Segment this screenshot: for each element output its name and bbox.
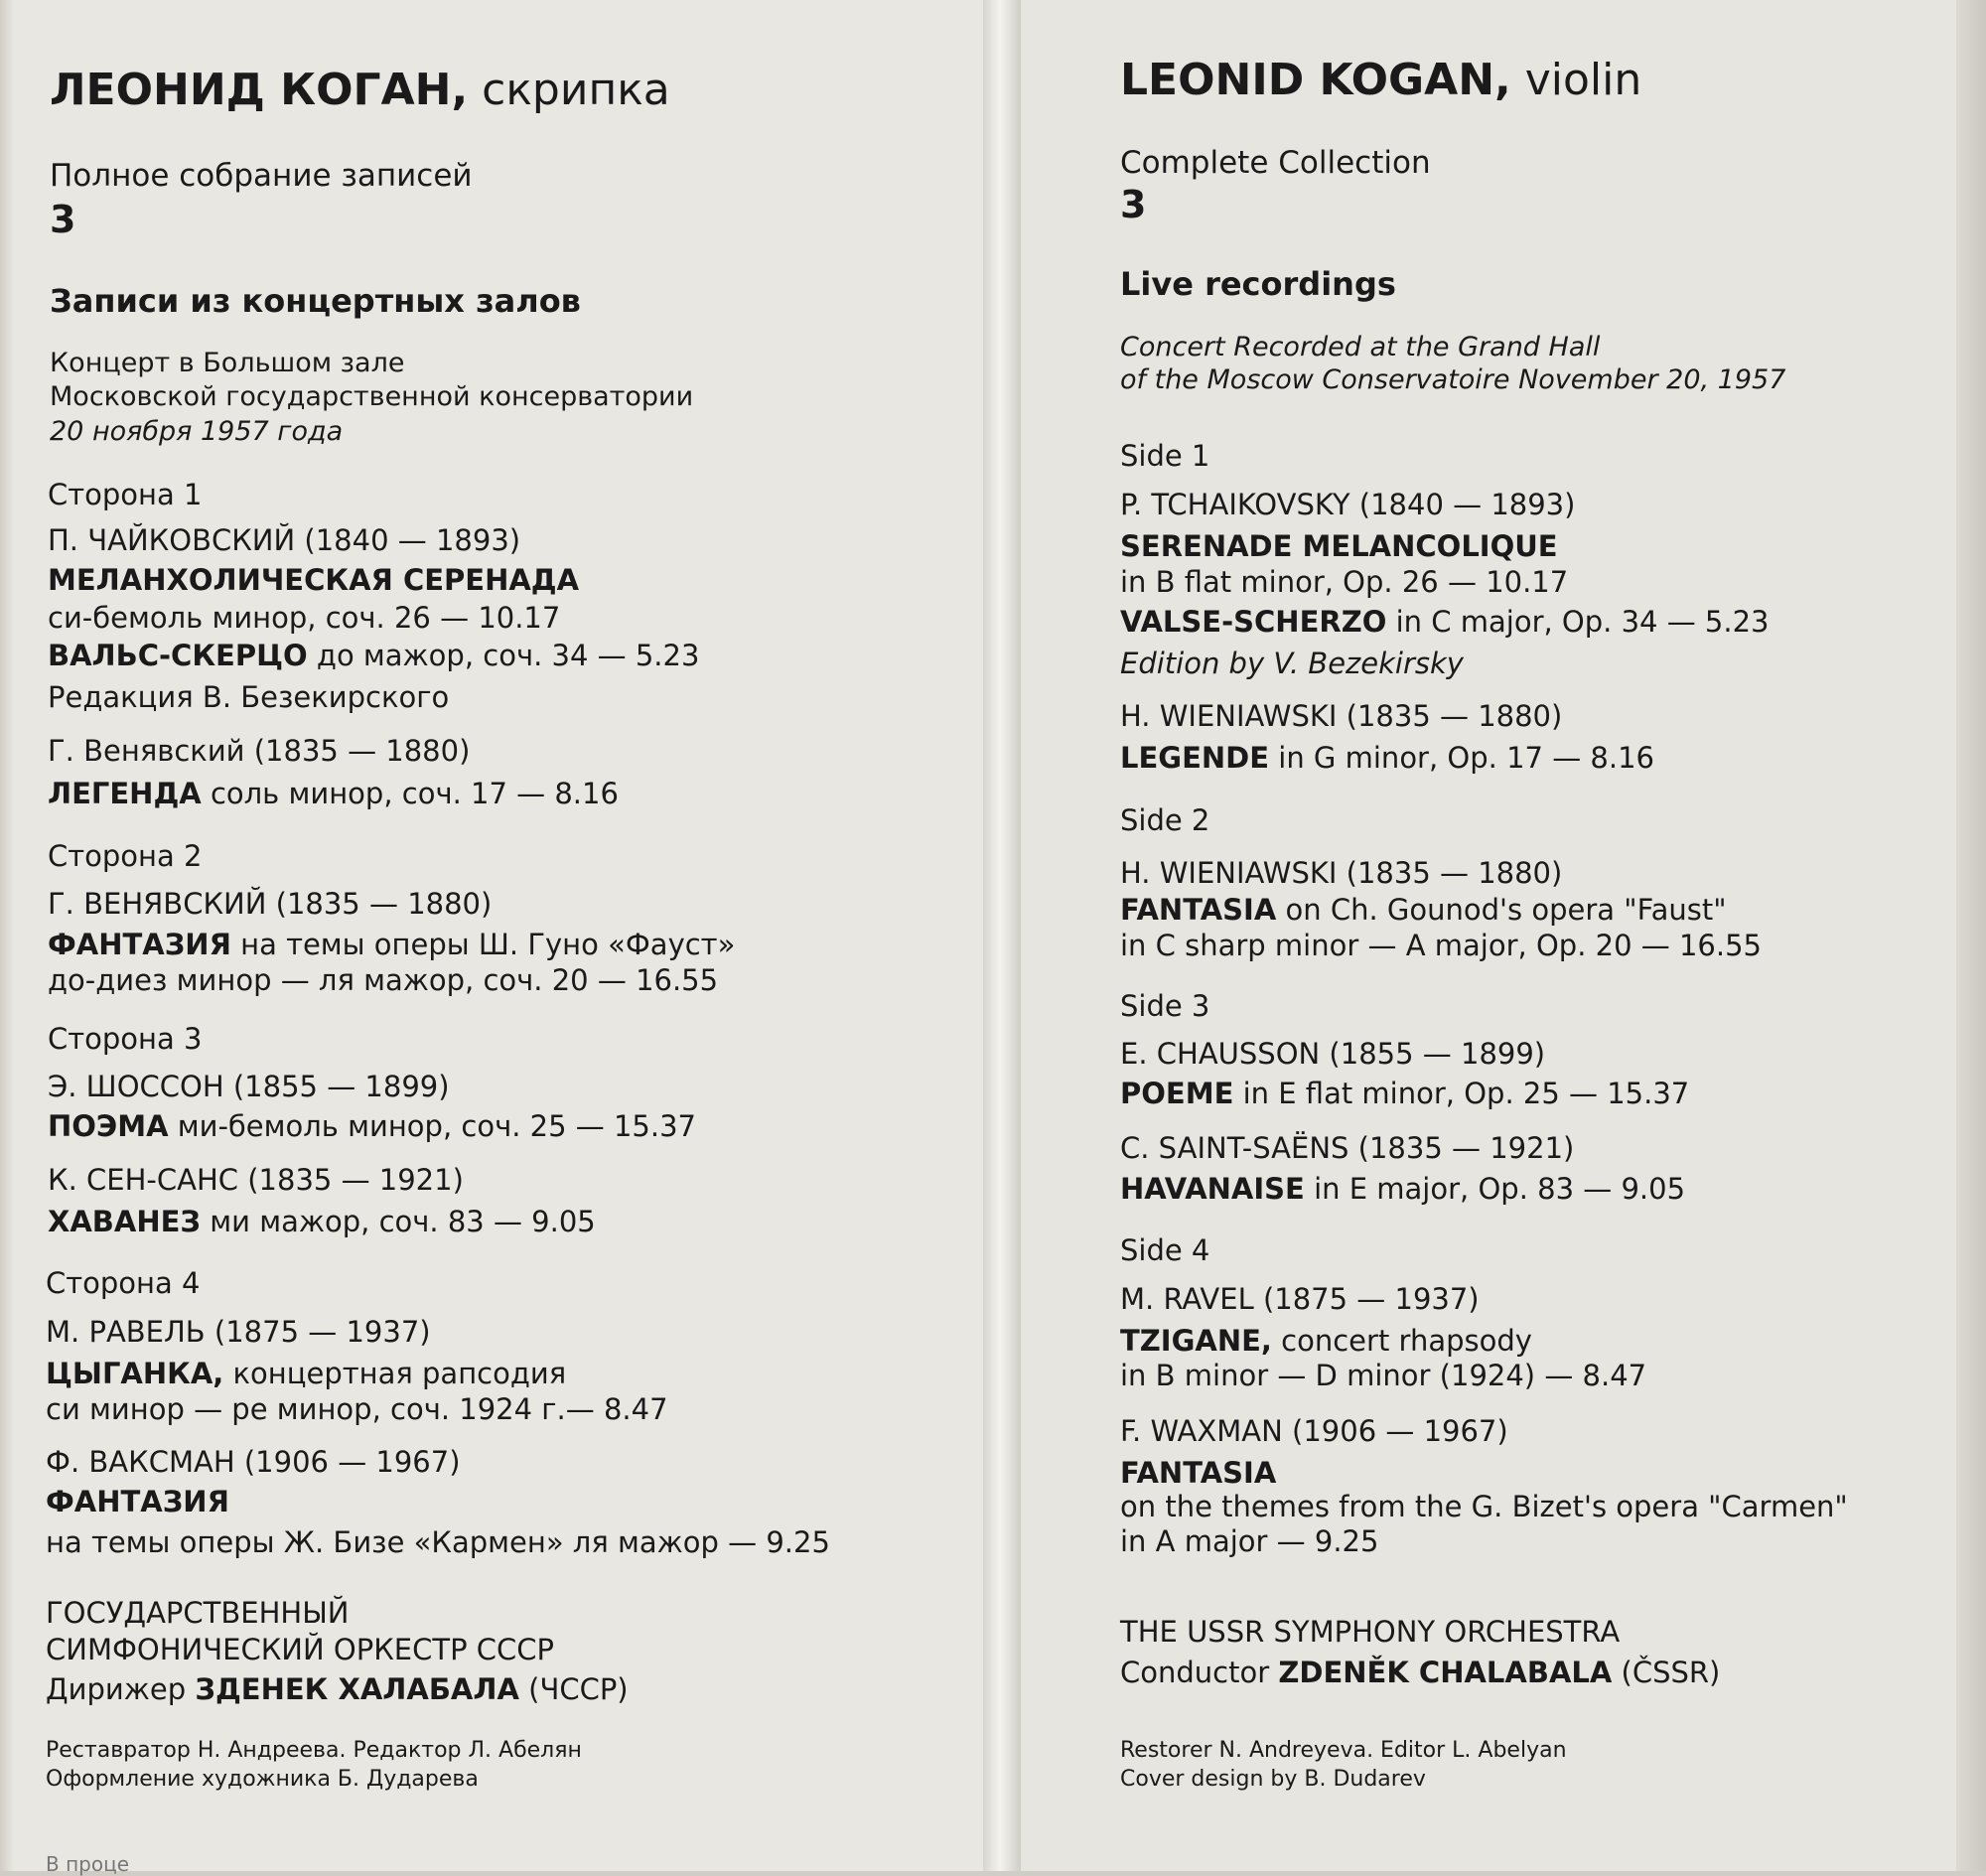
work-detail: concert rhapsody [1271, 1324, 1532, 1358]
work-line [48, 1206, 596, 1238]
work-title: ХАВАНЕЗ [48, 1205, 202, 1238]
orchestra: ГОСУДАРСТВЕННЫЙ [46, 1596, 350, 1630]
work-detail: до мажор, соч. 34 — 5.23 [307, 639, 700, 672]
composer: P. TCHAIKOVSKY (1840 — 1893) [1120, 488, 1576, 521]
composer: F. WAXMAN (1906 — 1967) [1120, 1414, 1508, 1448]
composer: Э. ШОССОН (1855 — 1899) [48, 1070, 450, 1103]
work-detail: ми мажор, соч. 83 — 9.05 [201, 1205, 596, 1238]
title-role: violin [1510, 55, 1642, 105]
composer: К. СЕН-САНС (1835 — 1921) [48, 1163, 464, 1197]
side-heading: Side 4 [1120, 1233, 1210, 1267]
composer: C. SAINT-SAËNS (1835 — 1921) [1120, 1131, 1575, 1165]
edition-note: Edition by V. Bezekirsky [1120, 647, 1464, 680]
work-detail: си минор — ре минор, соч. 1924 г.— 8.47 [46, 1392, 668, 1426]
composer: Г. Венявский (1835 — 1880) [48, 734, 471, 768]
page-fold [983, 0, 1021, 1871]
work-title: VALSE-SCHERZO [1120, 605, 1387, 639]
concert-info-line: of the Moscow Conservatoire November 20, 1957 [1120, 364, 1786, 395]
work-line [48, 929, 735, 961]
conductor-label: Дирижер [46, 1672, 196, 1706]
conductor-name: ЗДЕНЕК ХАЛАБАЛА [195, 1672, 519, 1706]
work-detail: in E flat minor, Op. 25 — 15.37 [1233, 1077, 1690, 1110]
conductor-line [1120, 1657, 1720, 1689]
composer: E. CHAUSSON (1855 — 1899) [1120, 1037, 1546, 1071]
conductor-line [46, 1673, 629, 1706]
cutoff-text: В проце [46, 1852, 130, 1876]
work-title: TZIGANE, [1120, 1324, 1272, 1358]
work-title: ФАНТАЗИЯ [48, 928, 231, 961]
composer: H. WIENIAWSKI (1835 — 1880) [1120, 856, 1563, 890]
work-title: FANTASIA [1120, 893, 1277, 927]
work-detail: на темы оперы Ш. Гуно «Фауст» [230, 928, 736, 961]
work-title: МЕЛАНХОЛИЧЕСКАЯ СЕРЕНАДА [48, 563, 580, 597]
work-line [46, 1358, 566, 1390]
side-heading: Сторона 4 [46, 1266, 201, 1300]
volume-number: 3 [1120, 183, 1147, 226]
page-edge [1956, 0, 1986, 1871]
work-line [48, 778, 619, 810]
work-line [1120, 742, 1654, 775]
work-title: ПОЭМА [48, 1109, 169, 1143]
section-title: Записи из концертных залов [50, 282, 581, 320]
concert-info-line: Концерт в Большом зале [50, 348, 405, 378]
work-title: POEME [1120, 1077, 1234, 1110]
title-name: ЛЕОНИД КОГАН, [50, 65, 469, 115]
composer: H. WIENIAWSKI (1835 — 1880) [1120, 699, 1563, 733]
work-detail: до-диез минор — ля мажор, соч. 20 — 16.55 [48, 963, 719, 997]
edition-note: Редакция В. Безекирского [48, 680, 450, 714]
work-detail: in G minor, Op. 17 — 8.16 [1269, 741, 1654, 775]
work-title: SERENADE MELANCOLIQUE [1120, 529, 1558, 563]
concert-info-line: Concert Recorded at the Grand Hall [1120, 332, 1601, 362]
conductor-label: Conductor [1120, 1656, 1279, 1689]
work-detail: in A major — 9.25 [1120, 1524, 1379, 1558]
title [1120, 56, 1641, 106]
composer: Г. ВЕНЯВСКИЙ (1835 — 1880) [48, 887, 493, 921]
side-heading: Side 2 [1120, 803, 1210, 837]
credits: Реставратор Н. Андреева. Редактор Л. Абелян [46, 1738, 582, 1763]
section-title: Live recordings [1120, 265, 1396, 303]
work-line [48, 640, 699, 672]
work-detail: си-бемоль минор, соч. 26 — 10.17 [48, 601, 561, 635]
title-name: LEONID KOGAN, [1120, 55, 1511, 105]
work-line [48, 1110, 696, 1143]
work-detail: ми-бемоль минор, соч. 25 — 15.37 [168, 1109, 697, 1143]
work-detail: на темы оперы Ж. Бизе «Кармен» ля мажор — 9.25 [46, 1525, 830, 1559]
credits: Оформление художника Б. Дударева [46, 1767, 479, 1792]
title-role: скрипка [468, 65, 670, 115]
title [50, 66, 670, 116]
orchestra: СИМФОНИЧЕСКИЙ ОРКЕСТР СССР [46, 1633, 555, 1666]
side-heading: Сторона 2 [48, 839, 203, 873]
work-title: FANTASIA [1120, 1456, 1277, 1490]
work-title: ЛЕГЕНДА [48, 777, 202, 810]
work-detail: соль минор, соч. 17 — 8.16 [201, 777, 619, 810]
side-heading: Сторона 3 [48, 1022, 203, 1056]
work-title: ВАЛЬС-СКЕРЦО [48, 639, 308, 672]
work-title: ЦЫГАНКА, [46, 1357, 224, 1390]
page-edge [0, 0, 14, 1871]
work-detail: концертная рапсодия [223, 1357, 567, 1390]
work-title: LEGENDE [1120, 741, 1270, 775]
russian-liner-page [0, 0, 983, 1876]
conductor-name: ZDENĚK CHALABALA [1278, 1656, 1613, 1689]
composer: М. РАВЕЛЬ (1875 — 1937) [46, 1315, 431, 1349]
credits: Restorer N. Andreyeva. Editor L. Abelyan [1120, 1738, 1567, 1763]
composer: П. ЧАЙКОВСКИЙ (1840 — 1893) [48, 523, 521, 557]
concert-info-line: 20 ноября 1957 года [50, 416, 344, 447]
side-heading: Side 1 [1120, 439, 1210, 473]
orchestra: THE USSR SYMPHONY ORCHESTRA [1120, 1615, 1621, 1649]
work-detail: in B minor — D minor (1924) — 8.47 [1120, 1359, 1647, 1392]
volume-number: 3 [50, 198, 76, 241]
work-line [1120, 1078, 1689, 1110]
conductor-country: (ЧССР) [518, 1672, 629, 1706]
work-line [1120, 894, 1727, 927]
work-title: HAVANAISE [1120, 1172, 1305, 1206]
composer: M. RAVEL (1875 — 1937) [1120, 1282, 1480, 1316]
credits: Cover design by B. Dudarev [1120, 1767, 1426, 1792]
concert-info-line: Московской государственной консерватории [50, 381, 694, 412]
composer: Ф. ВАКСМАН (1906 — 1967) [46, 1445, 461, 1479]
work-detail: in E major, Op. 83 — 9.05 [1304, 1172, 1686, 1206]
side-heading: Side 3 [1120, 989, 1210, 1023]
work-title: ФАНТАЗИЯ [46, 1485, 229, 1518]
conductor-country: (ČSSR) [1612, 1656, 1721, 1689]
english-liner-page [1021, 0, 1956, 1871]
work-line [1120, 1173, 1685, 1206]
subtitle: Complete Collection [1120, 145, 1431, 181]
work-detail: on Ch. Gounod's opera "Faust" [1276, 893, 1727, 927]
work-detail: in B flat minor, Op. 26 — 10.17 [1120, 565, 1569, 599]
work-detail: on the themes from the G. Bizet's opera "Carmen" [1120, 1490, 1848, 1523]
work-detail: in C major, Op. 34 — 5.23 [1386, 605, 1770, 639]
side-heading: Сторона 1 [48, 478, 203, 511]
work-line [1120, 1325, 1532, 1358]
subtitle: Полное собрание записей [50, 158, 473, 194]
work-line [1120, 606, 1770, 639]
work-detail: in C sharp minor — A major, Op. 20 — 16.55 [1120, 929, 1762, 962]
